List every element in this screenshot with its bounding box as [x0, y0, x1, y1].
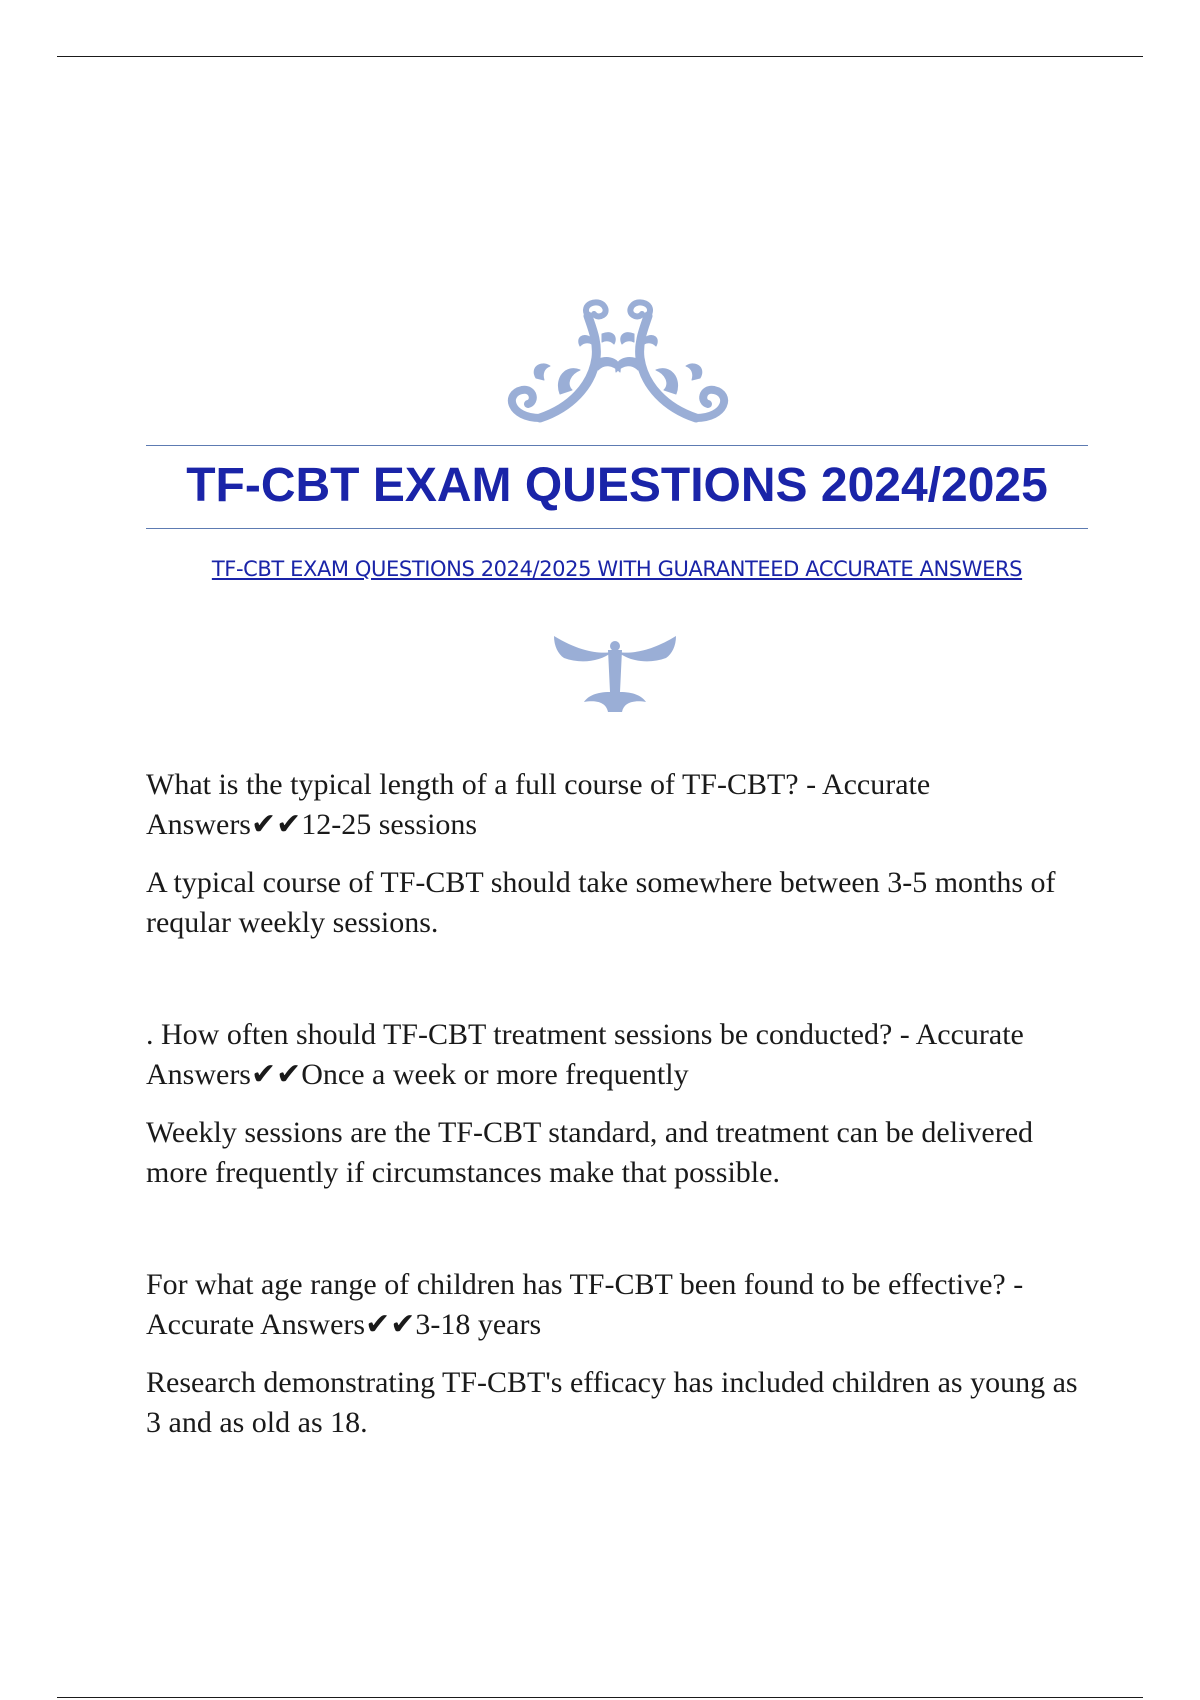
document-title: TF-CBT EXAM QUESTIONS 2024/2025 — [186, 459, 1048, 512]
document-subtitle: TF-CBT EXAM QUESTIONS 2024/2025 WITH GUARANTEED ACCURATE ANSWERS — [211, 557, 1023, 581]
qa-item — [146, 765, 1096, 943]
top-page-rule — [57, 56, 1143, 57]
bottom-page-rule — [57, 1697, 1143, 1698]
qa-item — [146, 1265, 1096, 1443]
title-rule-upper — [146, 445, 1088, 446]
question-text: What is the typical length of a full course of TF-CBT? - Accurate Answers✔✔12-25 sessions — [146, 768, 931, 841]
question-text: For what age range of children has TF-CBT been found to be effective? - Accurate Answers✔✔3-18 years — [146, 1268, 1024, 1341]
explanation-text: A typical course of TF-CBT should take somewhere between 3-5 months of reqular weekly sessions. — [146, 866, 1056, 939]
flourish-icon — [500, 298, 736, 426]
explanation-text: Weekly sessions are the TF-CBT standard, and treatment can be delivered more frequently if circumstances make that possible. — [146, 1116, 1034, 1189]
fleuron-icon — [550, 632, 680, 712]
qa-item — [146, 1015, 1096, 1193]
question-text: . How often should TF-CBT treatment sessions be conducted? - Accurate Answers✔✔Once a week or more frequently — [146, 1018, 1024, 1091]
title-rule-lower — [146, 528, 1088, 529]
explanation-text: Research demonstrating TF-CBT's efficacy has included children as young as 3 and as old as 18. — [146, 1366, 1078, 1439]
